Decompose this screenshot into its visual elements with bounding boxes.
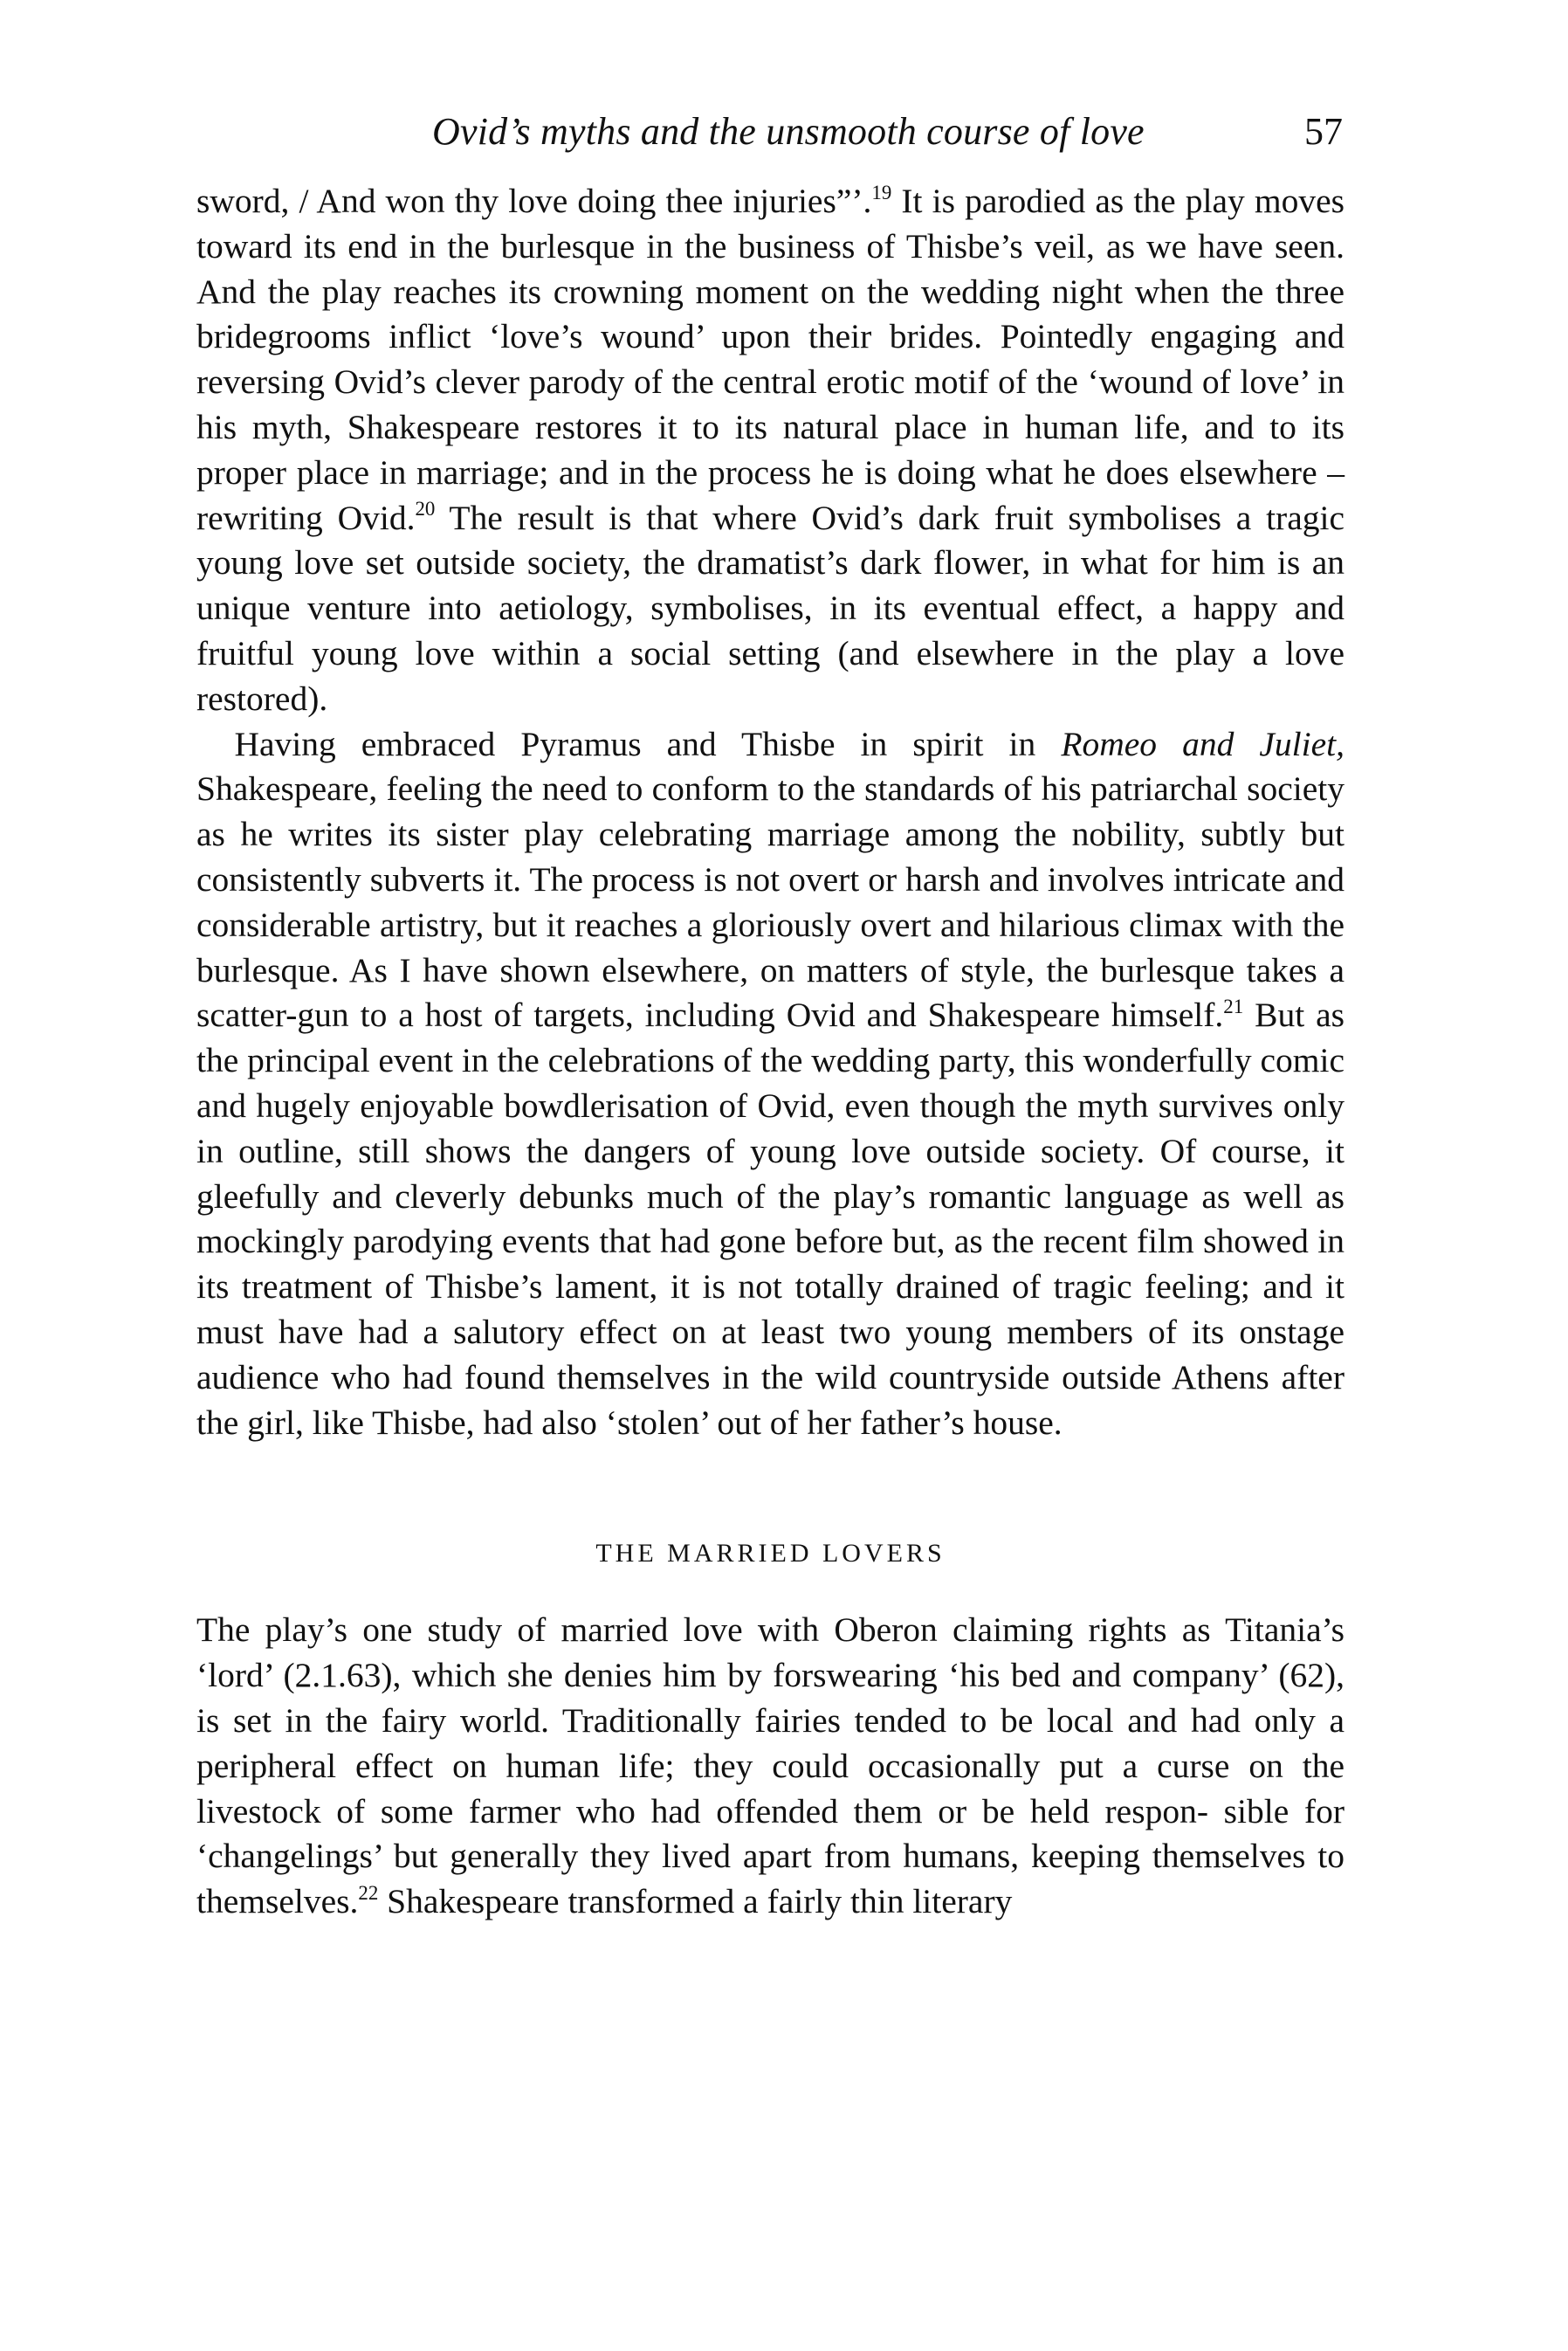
paragraph (196, 1608, 1344, 1925)
paragraph (196, 179, 1344, 722)
text-run: sword, / And won thy love doing thee injuries”’. (196, 182, 872, 220)
footnote-ref: 22 (358, 1881, 379, 1904)
text-run: Having embraced Pyramus and Thisbe in spirit in (234, 724, 1062, 763)
text-run: The result is that where Ovid’s dark fruit symbolises a tragic young love set outside society, the dramatist’s dark flower, in what for him is an unique venture into aetiology, symbolises, in its eventual effect, a happy and fruitful young love within a social setting (and elsewhere in the play a love restored). (196, 498, 1344, 718)
footnote-ref: 21 (1223, 996, 1244, 1018)
footnote-ref: 19 (871, 181, 892, 203)
text-run: Shakespeare transformed a fairly thin literary (378, 1882, 1013, 1921)
paragraph (196, 722, 1344, 1446)
book-page (196, 109, 1344, 1925)
text-run: But as the principal event in the celebrations of the wedding party, this wonderfully comic and hugely enjoyable bowdlerisation of Ovid, even though the myth survives only in outline, still shows the dangers of young love outside society. Of course, it gleefully and cleverly debunks much of the play’s romantic language as well as mockingly parodying events that had gone before but, as the recent film showed in its treatment of Thisbe’s lament, it is not totally drained of tragic feeling; and it must have had a salutory effect on at least two young members of its onstage audience who had found themselves in the wild countryside outside Athens after the girl, like Thisbe, had also ‘stolen’ out of her father’s house. (196, 996, 1344, 1442)
text-run: Shakespeare, feeling the need to conform to the standards of his patriarchal society as he writes its sister play celebrating marriage among the nobility, subtly but consistently subverts it. The process is not overt or harsh and involves intricate and considerable artistry, but it reaches a gloriously overt and hilarious climax with the burlesque. As I have shown elsewhere, on matters of style, the burlesque takes a scatter-gun to a host of targets, including Ovid and Shakespeare himself. (196, 769, 1344, 1035)
page-number: 57 (1304, 110, 1343, 153)
footnote-ref: 20 (415, 498, 436, 521)
body-text (196, 179, 1344, 1925)
section-heading: THE MARRIED LOVERS (595, 1539, 946, 1568)
text-run: The play’s one study of married love with Oberon claiming rights as Titania’s ‘lord’ (2.1.63), which she denies him by forswearing ‘his bed and company’ (62), is set in the fairy world. Traditionally fairies tended to be local and had only a peripheral effect on human life; they could occasionally put a curse on the livestock of some farmer who had offended them or be held respon- sible for ‘changelings’ but generally they lived apart from humans, keeping themselves to themselves. (196, 1610, 1344, 1921)
running-head (196, 109, 1344, 179)
running-title: Ovid’s myths and the unsmooth course of love (432, 110, 1145, 153)
italic-title: Romeo and Juliet, (1061, 724, 1344, 763)
text-run: It is parodied as the play moves toward its end in the burlesque in the business of Thisbe’s veil, as we have seen. And the play reaches its crowning moment on the wedding night when the three bridegrooms inflict ‘love’s wound’ upon their brides. Pointedly engaging and reversing Ovid’s clever parody of the central erotic motif of the ‘wound of love’ in his myth, Shakespeare restores it to its natural place in human life, and to its proper place in marriage; and in the process he is doing what he does elsewhere – rewriting Ovid. (196, 182, 1344, 537)
